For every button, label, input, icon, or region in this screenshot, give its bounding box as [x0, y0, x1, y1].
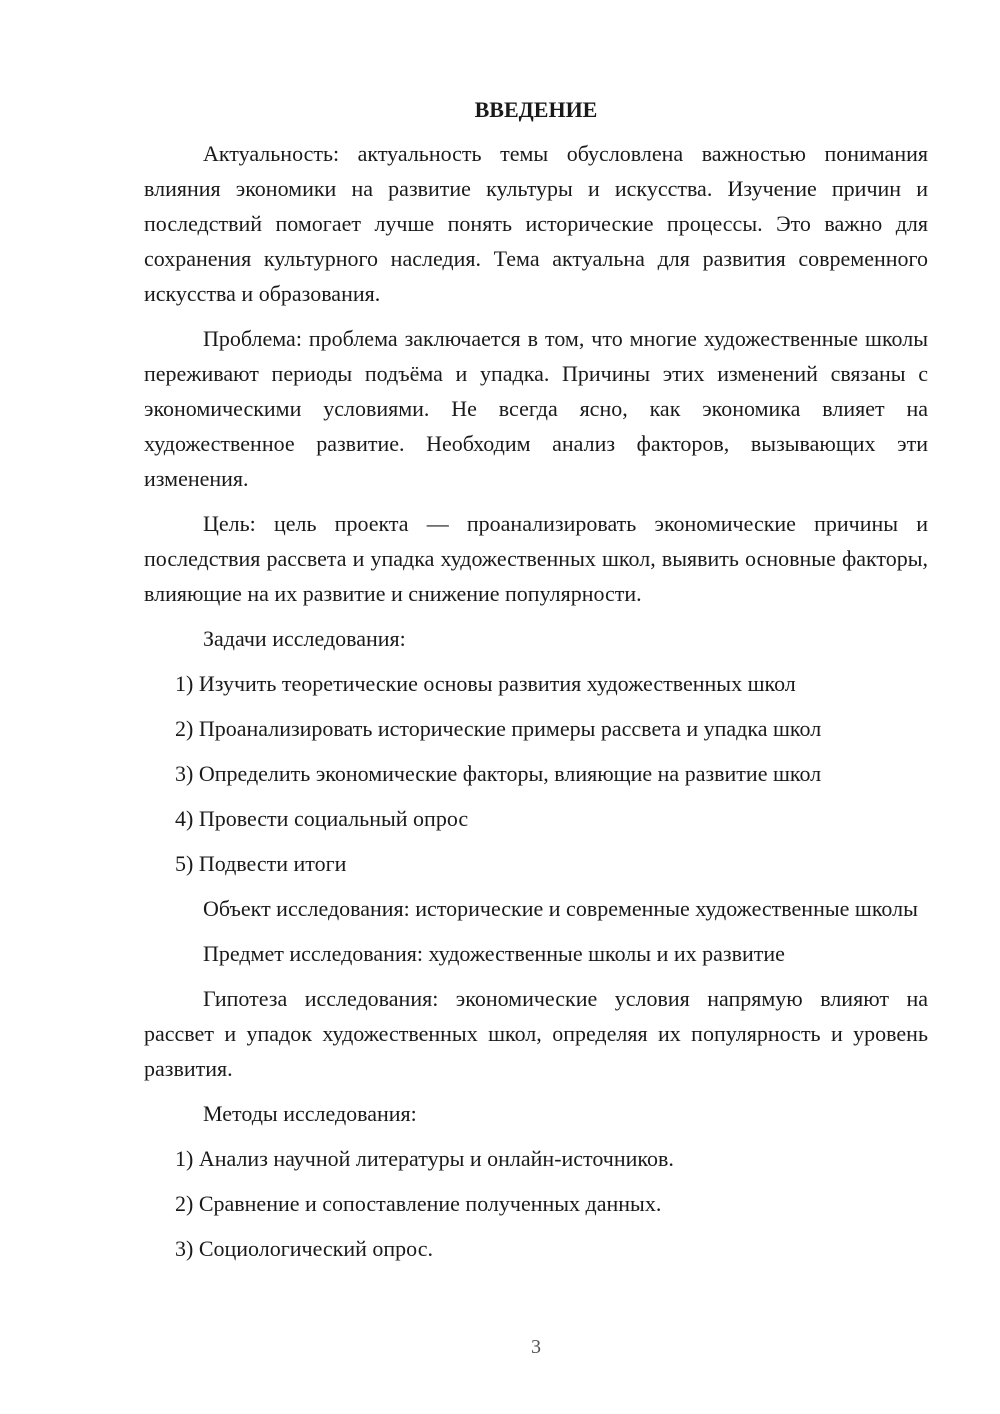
task-item: 4) Провести социальный опрос — [175, 806, 469, 831]
page-number: 3 — [531, 1336, 541, 1358]
task-item: 3) Определить экономические факторы, влияющие на развитие школ — [175, 761, 822, 786]
method-item: 1) Анализ научной литературы и онлайн-источников. — [175, 1146, 674, 1171]
page-content — [144, 92, 928, 1276]
method-item: 2) Сравнение и сопоставление полученных данных. — [175, 1191, 662, 1216]
task-item: 1) Изучить теоретические основы развития художественных школ — [175, 671, 796, 696]
methods-title: Методы исследования: — [203, 1101, 417, 1126]
problem-paragraph: Проблема: проблема заключается в том, что многие художественные школы переживают периоды подъёма и упадка. Причины этих изменений связаны с экономическими условиями. Не всегда ясно, как экономика влияет на художественное развитие. Необходим анализ факторов, вызывающих эти изменения. — [144, 326, 928, 491]
tasks-title: Задачи исследования: — [203, 626, 406, 651]
object-paragraph: Объект исследования: исторические и современные художественные школы — [203, 896, 918, 921]
section-heading: ВВЕДЕНИЕ — [474, 97, 598, 122]
subject-paragraph: Предмет исследования: художественные школы и их развитие — [203, 941, 785, 966]
method-item: 3) Социологический опрос. — [175, 1236, 433, 1261]
hypothesis-paragraph: Гипотеза исследования: экономические условия напрямую влияют на рассвет и упадок художественных школ, определяя их популярность и уровень развития. — [144, 986, 928, 1081]
goal-paragraph: Цель: цель проекта — проанализировать экономические причины и последствия рассвета и упадка художественных школ, выявить основные факторы, влияющие на их развитие и снижение популярности. — [144, 511, 928, 606]
relevance-paragraph: Актуальность: актуальность темы обусловлена важностью понимания влияния экономики на развитие культуры и искусства. Изучение причин и последствий помогает лучше понять исторические процессы. Это важно для сохранения культурного наследия. Тема актуальна для развития современного искусства и образования. — [144, 141, 928, 306]
task-item: 2) Проанализировать исторические примеры рассвета и упадка школ — [175, 716, 822, 741]
task-item: 5) Подвести итоги — [175, 851, 347, 876]
